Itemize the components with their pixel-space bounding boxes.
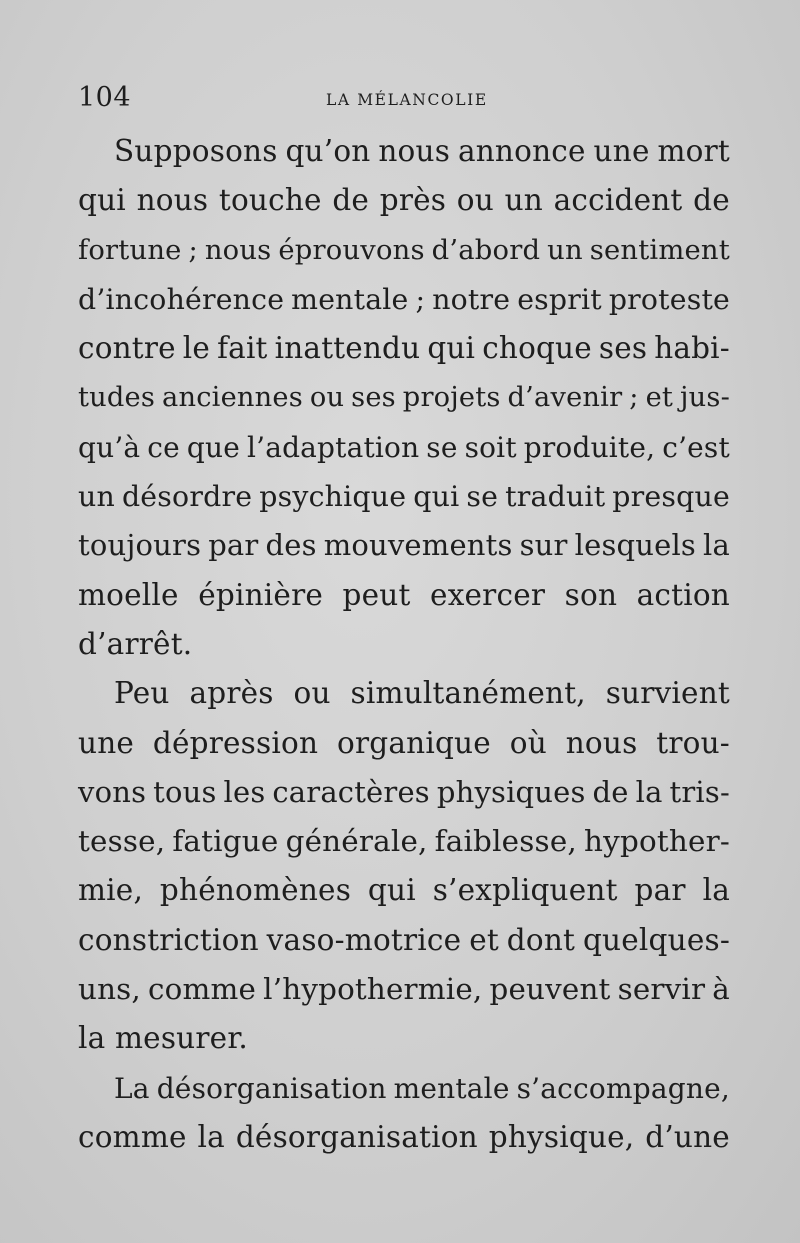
body-text (78, 127, 730, 1162)
paragraph-3 (78, 1064, 730, 1163)
text-line: tesse, fatigue générale, faiblesse, hypother- (78, 824, 730, 859)
text-line: d’arrêt. (78, 626, 193, 661)
text-line: fortune ; nous éprouvons d’abord un sentiment (78, 234, 730, 266)
text-line: la mesurer. (78, 1021, 248, 1056)
text-line: mie, phénomènes qui s’expliquent par la (78, 873, 730, 908)
text-line: constriction vaso-motrice et dont quelques- (78, 922, 730, 957)
text-line: moelle épinière peut exercer son action (78, 577, 730, 612)
paragraph-1 (78, 127, 730, 669)
text-line: toujours par des mouvements sur lesquels la (78, 528, 730, 563)
paragraph-2 (78, 669, 730, 1063)
text-line: tudes anciennes ou ses projets d’avenir ; et jus- (78, 382, 730, 414)
text-line: comme la désorganisation physique, d’une (78, 1119, 730, 1154)
text-line: La désorganisation mentale s’accompagne, (114, 1071, 730, 1105)
text-line: uns, comme l’hypothermie, peuvent servir à (78, 972, 730, 1007)
running-head (78, 82, 730, 112)
text-line: un désordre psychique qui se traduit presque (78, 480, 730, 514)
running-title: LA MÉLANCOLIE (326, 91, 488, 109)
text-line: une dépression organique où nous trou- (78, 725, 730, 760)
text-line: d’incohérence mentale ; notre esprit proteste (78, 282, 730, 316)
text-line: vons tous les caractères physiques de la tris- (78, 774, 730, 809)
text-line: Peu après ou simultanément, survient (114, 676, 730, 711)
text-line: Supposons qu’on nous annonce une mort (114, 134, 730, 168)
text-line: qui nous touche de près ou un accident de (78, 183, 730, 218)
text-line: contre le fait inattendu qui choque ses habi- (78, 331, 730, 366)
page-number: 104 (78, 82, 132, 113)
text-line: qu’à ce que l’adaptation se soit produite, c’est (78, 430, 730, 464)
